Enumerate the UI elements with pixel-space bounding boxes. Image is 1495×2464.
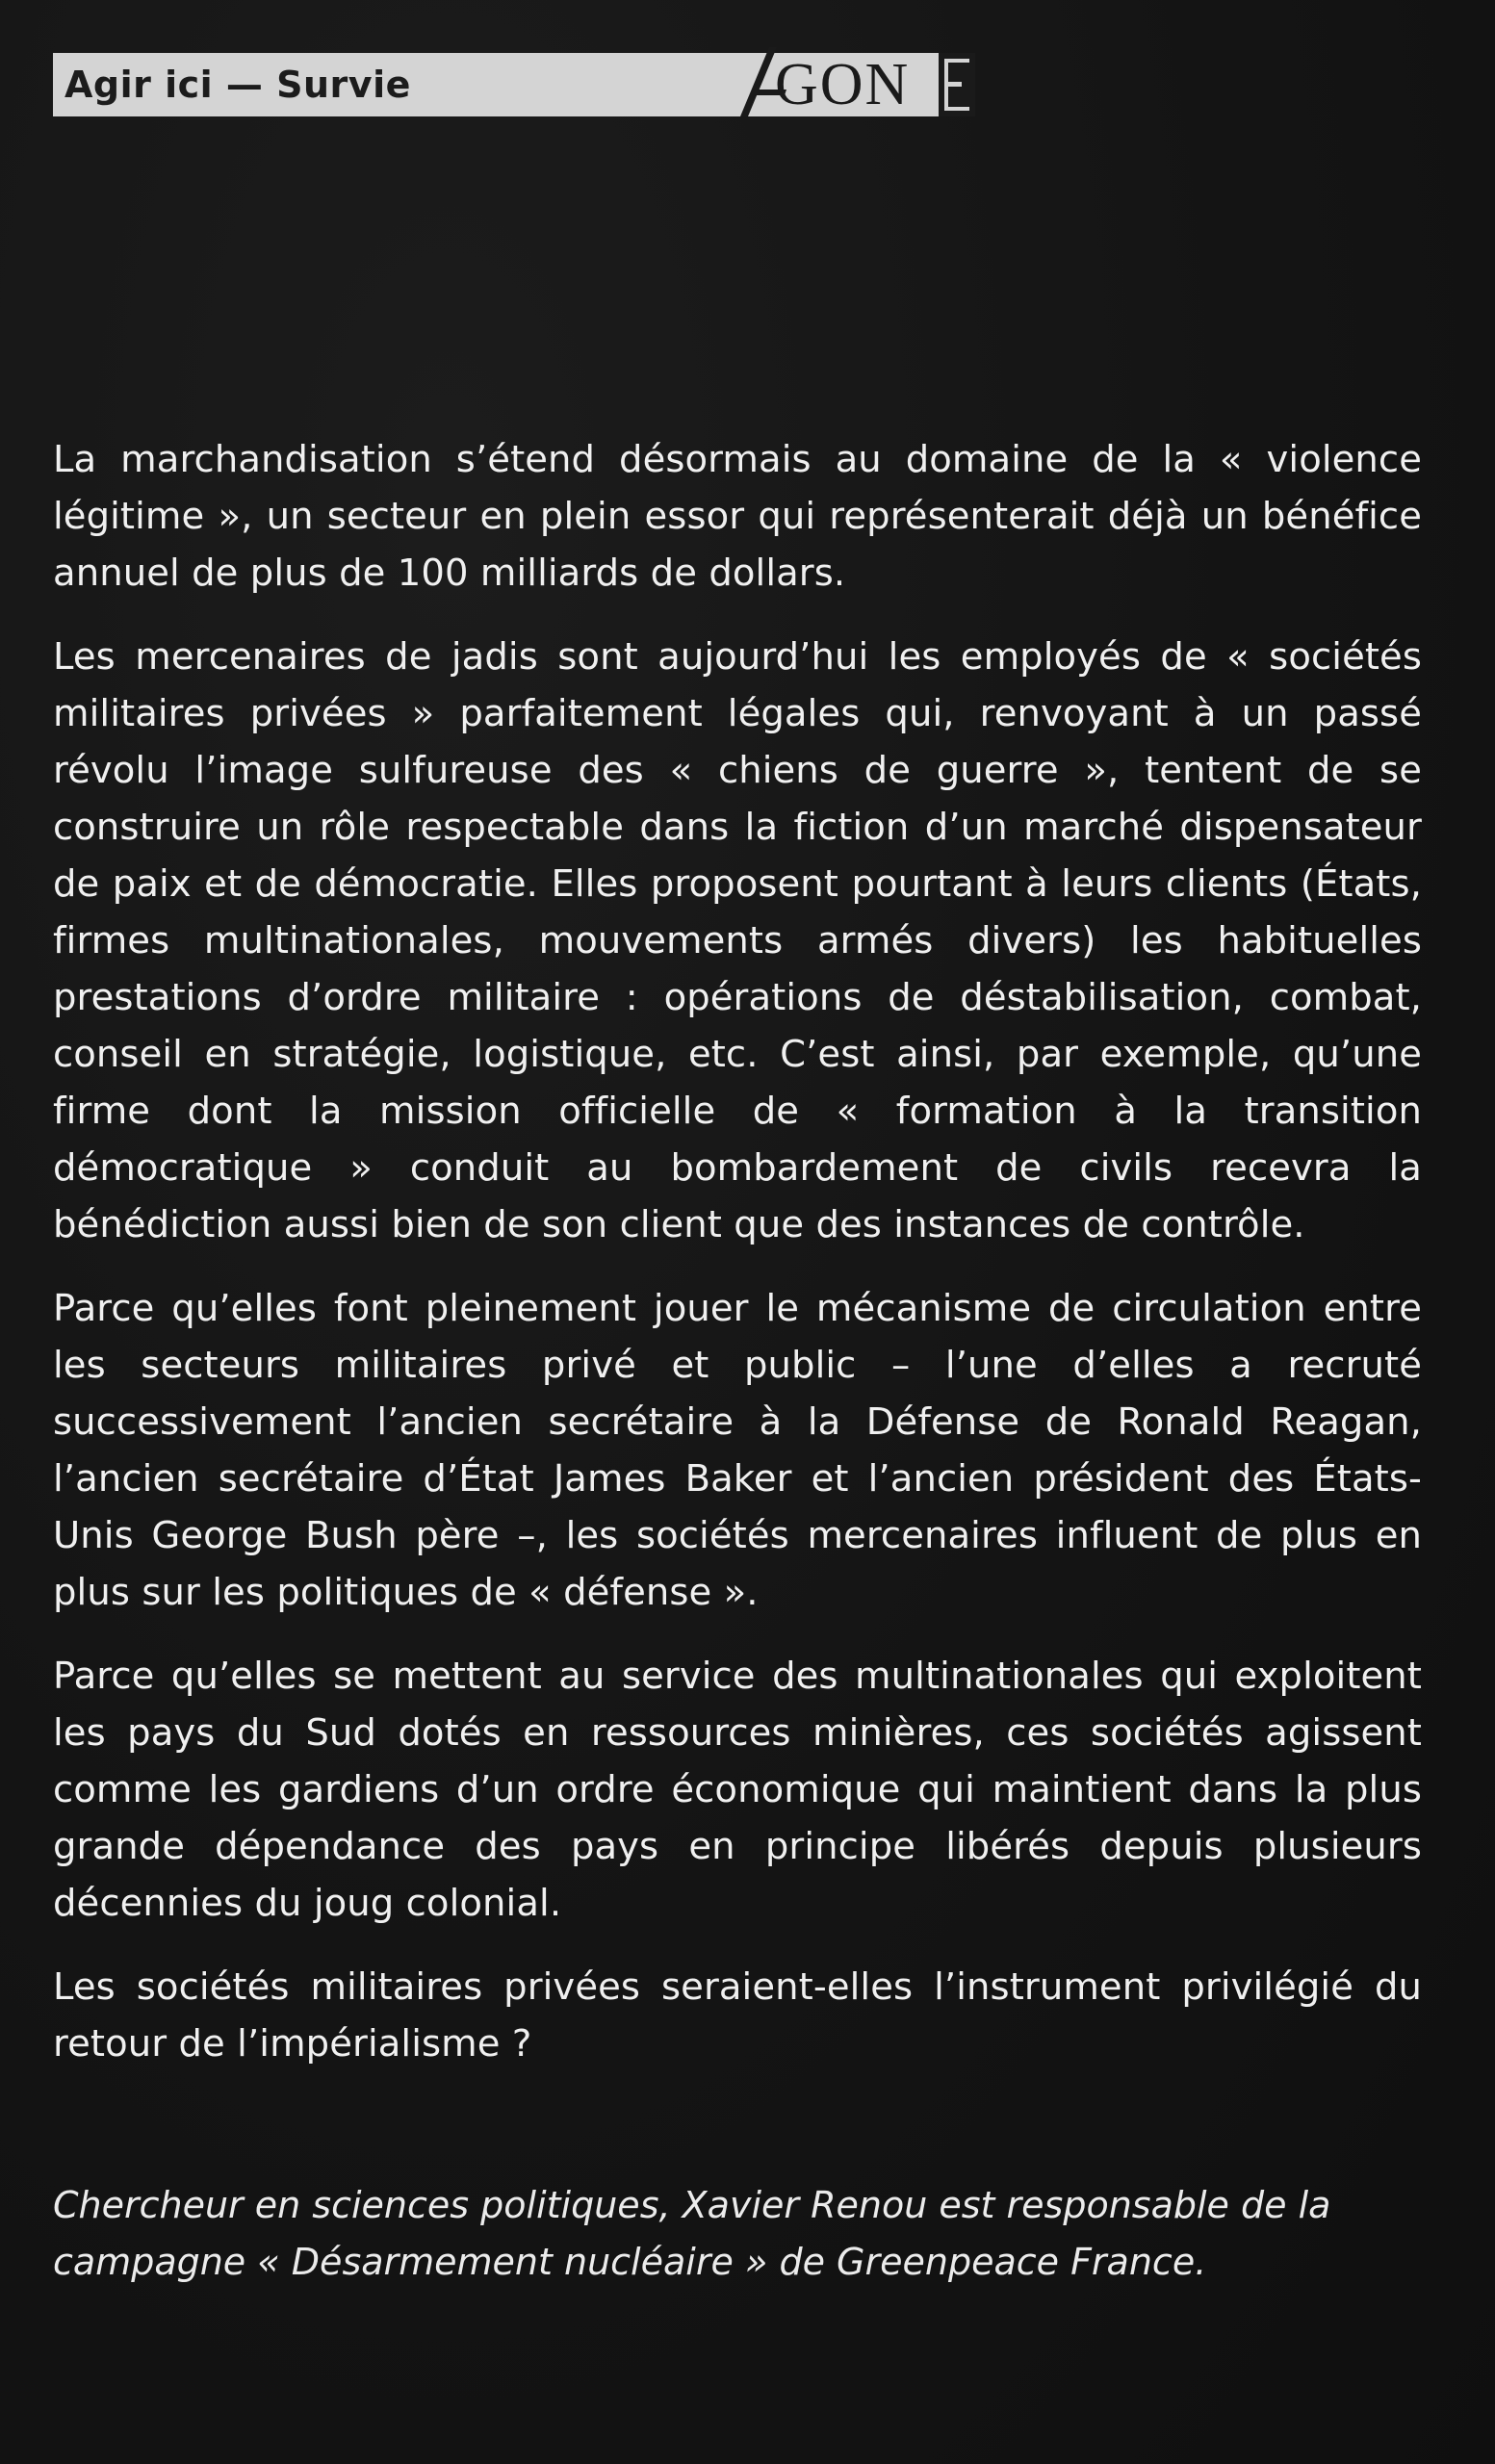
- logo-e-block: [939, 53, 975, 116]
- blurb-paragraph-3: Parce qu’elles font pleinement jouer le mécanisme de circulation entre les secteurs militaires privé et public – l’une d’elles a recruté successivement l’ancien secrétaire à la Défense de Ronald Reagan, l’ancien secrétaire d’État James Baker et l’ancien président des États-Unis George Bush père –, les sociétés mercenaires influent de plus en plus sur les politiques de « défense ».: [53, 1287, 1422, 1614]
- publisher-logo: [736, 47, 975, 116]
- blurb-paragraph-5: Les sociétés militaires privées seraient-elles l’instrument privilégié du retour de l’impérialisme ?: [53, 1965, 1422, 2066]
- logo-wordmark: GON: [775, 52, 911, 117]
- series-header-band: [53, 53, 975, 116]
- blurb-paragraph-2: Les mercenaires de jadis sont aujourd’hui les employés de « sociétés militaires privées » parfaitement légales qui, renvoyant à un passé révolu l’image sulfureuse des « chiens de guerre », tentent de se construire un rôle respectable dans la fiction d’un marché dispensateur de paix et de démocratie. Elles proposent pourtant à leurs clients (États, firmes multinationales, mouvements armés divers) les habituelles prestations d’ordre militaire : opérations de déstabilisation, combat, conseil en stratégie, logistique, etc. C’est ainsi, par exemple, qu’une firme dont la mission officielle de « formation à la transition démocratique » conduit au bombardement de civils recevra la bénédiction aussi bien de son client que des instances de contrôle.: [53, 635, 1422, 1246]
- blurb-paragraph-1: La marchandisation s’étend désormais au domaine de la « violence légitime », un secteur en plein essor qui représenterait déjà un bénéfice annuel de plus de 100 milliards de dollars.: [53, 438, 1422, 595]
- blurb-paragraph-4: Parce qu’elles se mettent au service des multinationales qui exploitent les pays du Sud dotés en ressources minières, ces sociétés agissent comme les gardiens d’un ordre économique qui maintient dans la plus grande dépendance des pays en principe libérés depuis plusieurs décennies du joug colonial.: [53, 1655, 1422, 1925]
- series-label: Agir ici — Survie: [64, 64, 411, 106]
- blurb-text: [53, 431, 1422, 2099]
- author-bio: Chercheur en sciences politiques, Xavier Renou est responsable de la campagne « Désarmement nucléaire » de Greenpeace France.: [53, 2184, 1331, 2283]
